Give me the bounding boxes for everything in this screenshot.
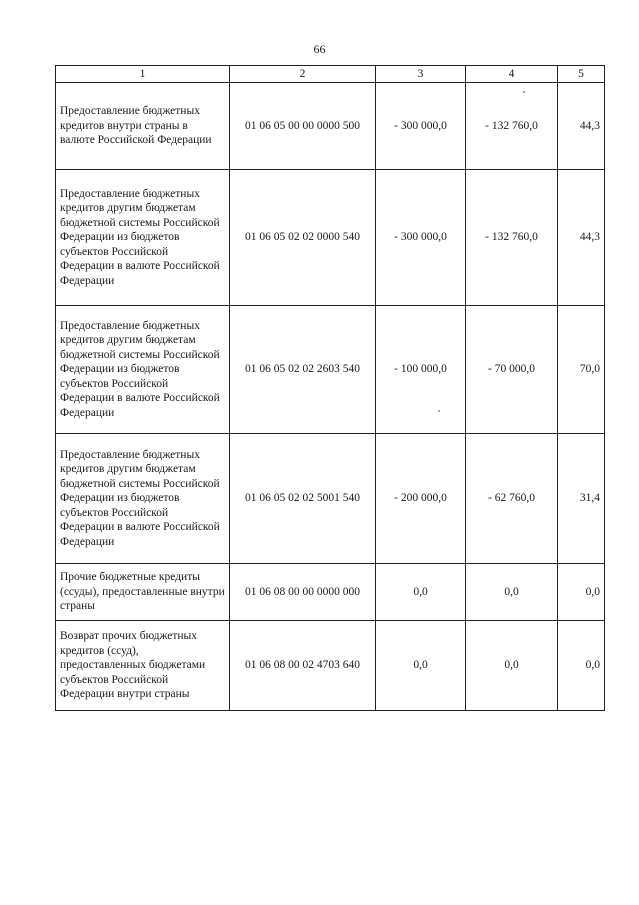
row-plan-amount: - 300 000,0 (376, 170, 466, 306)
row-actual-amount: 0,0 (466, 564, 558, 621)
row-description: Предоставление бюджетных кредитов внутри страны в валюте Российской Федерации (56, 83, 230, 170)
row-budget-code: 01 06 08 00 00 0000 000 (230, 564, 376, 621)
row-budget-code: 01 06 05 00 00 0000 500 (230, 83, 376, 170)
header-col-5: 5 (558, 66, 605, 83)
header-col-2: 2 (230, 66, 376, 83)
page-number: 66 (313, 42, 326, 56)
header-col-4: 4 (466, 66, 558, 83)
table-row (56, 621, 605, 711)
row-plan-amount: 0,0 (376, 621, 466, 711)
row-percent: 0,0 (558, 621, 605, 711)
row-plan-amount: 0,0 (376, 564, 466, 621)
table-row (56, 564, 605, 621)
header-col-1: 1 (56, 66, 230, 83)
table-row (56, 306, 605, 434)
row-actual-amount: - 132 760,0 (466, 170, 558, 306)
row-description: Прочие бюджетные кредиты (ссуды), предоставленные внутри страны (56, 564, 230, 621)
row-plan-amount: - 200 000,0 (376, 434, 466, 564)
table-header-row (56, 66, 605, 83)
row-plan-amount: - 300 000,0 (376, 83, 466, 170)
row-plan-amount: - 100 000,0 (376, 306, 466, 434)
row-percent: 44,3 (558, 83, 605, 170)
row-percent: 70,0 (558, 306, 605, 434)
row-description: Предоставление бюджетных кредитов другим бюджетам бюджетной системы Российской Федерации из бюджетов субъектов Российской Федерации в валюте Российской Федерации (56, 434, 230, 564)
table-row (56, 434, 605, 564)
row-percent: 31,4 (558, 434, 605, 564)
row-budget-code: 01 06 05 02 02 0000 540 (230, 170, 376, 306)
scan-speck (438, 410, 440, 412)
row-description: Предоставление бюджетных кредитов другим бюджетам бюджетной системы Российской Федерации из бюджетов субъектов Российской Федерации в валюте Российской Федерации (56, 170, 230, 306)
row-budget-code: 01 06 05 02 02 2603 540 (230, 306, 376, 434)
table-row (56, 83, 605, 170)
row-actual-amount: 0,0 (466, 621, 558, 711)
row-percent: 44,3 (558, 170, 605, 306)
budget-credits-table (55, 65, 605, 711)
row-budget-code: 01 06 05 02 02 5001 540 (230, 434, 376, 564)
row-actual-amount: - 132 760,0 (466, 83, 558, 170)
row-budget-code: 01 06 08 00 02 4703 640 (230, 621, 376, 711)
row-description: Возврат прочих бюджетных кредитов (ссуд), предоставленных бюджетами субъектов Российской Федерации внутри страны (56, 621, 230, 711)
row-actual-amount: - 70 000,0 (466, 306, 558, 434)
scan-speck (523, 91, 525, 93)
row-actual-amount: - 62 760,0 (466, 434, 558, 564)
table-row (56, 170, 605, 306)
header-col-3: 3 (376, 66, 466, 83)
row-description: Предоставление бюджетных кредитов другим бюджетам бюджетной системы Российской Федерации из бюджетов субъектов Российской Федерации в валюте Российской Федерации (56, 306, 230, 434)
row-percent: 0,0 (558, 564, 605, 621)
